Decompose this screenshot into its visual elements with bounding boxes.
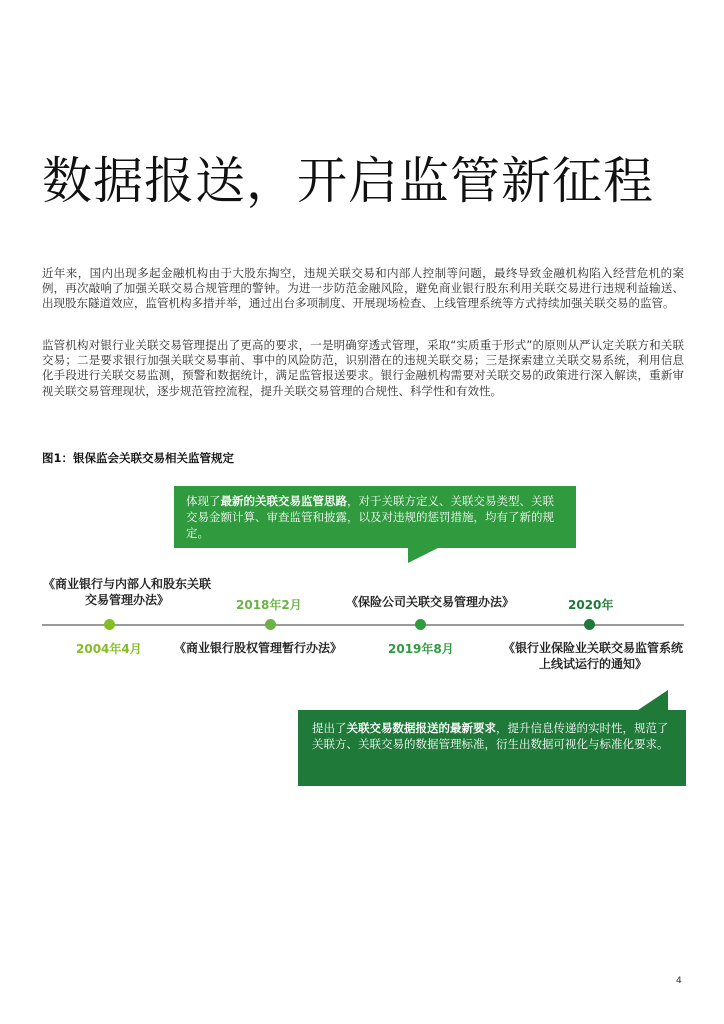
regulatory-paragraph: 监管机构对银行业关联交易管理提出了更高的要求，一是明确穿透式管理，采取“实质重于形式”的原则从严认定关联方和关联交易；二是要求银行加强关联交易事前、事中的风险防范，识别潜在的违规关联交易；三是探索建立关联交易系统，利用信息化手段进行关联交易监测，预警和数据统计，满足监管报送要求。银行金融机构需要对关联交易的政策进行深入解读，重新审视关联交易管理现状，逐步规范管控流程，提升关联交易管理的合规性、科学性和有效性。 xyxy=(42,338,684,398)
timeline-regulation-2004: 《商业银行与内部人和股东关联交易管理办法》 xyxy=(42,577,211,607)
timeline-regulation-2018: 《商业银行股权管理暂行办法》 xyxy=(174,641,343,655)
callout-2020-post: ，提升信息传递的实时性，规范了关联方、关联交易的数据管理标准，衍生出数据可视化与标准化要求。 xyxy=(312,721,669,751)
timeline-dot-2019 xyxy=(415,619,426,630)
callout-2018-post: ，对于关联方定义、关联交易类型、关联交易金额计算、审查监管和披露，以及对违规的惩罚措施，均有了新的规定。 xyxy=(186,494,554,540)
figure-title: 图1：银保监会关联交易相关监管规定 xyxy=(42,451,234,465)
callout-2018-highlight: 最新的关联交易监管思路 xyxy=(220,494,347,508)
callout-2020 xyxy=(298,710,686,786)
timeline-dot-2018 xyxy=(265,619,276,630)
intro-paragraph: 近年来，国内出现多起金融机构由于大股东掏空，违规关联交易和内部人控制等问题，最终导致金融机构陷入经营危机的案例，再次敲响了加强关联交易合规管理的警钟。为进一步防范金融风险，避免商业银行股东利用关联交易进行违规利益输送、出现股东隧道效应，监管机构多措并举，通过出台多项制度、开展现场检查、上线管理系统等方式持续加强关联交易的监管。 xyxy=(42,266,684,311)
callout-2018 xyxy=(174,486,576,548)
timeline-date-2020: 2020年 xyxy=(568,598,614,612)
callout-pointer xyxy=(408,548,438,563)
timeline-date-2019: 2019年8月 xyxy=(388,642,454,656)
timeline-date-2018: 2018年2月 xyxy=(236,598,302,612)
callout-pointer xyxy=(638,690,668,710)
page-number: 4 xyxy=(676,976,682,986)
callout-2020-highlight: 关联交易数据报送的最新要求 xyxy=(346,721,496,735)
callout-2020-pre: 提出了 xyxy=(312,721,347,735)
timeline-date-2004: 2004年4月 xyxy=(76,642,142,656)
timeline-regulation-2019: 《保险公司关联交易管理办法》 xyxy=(346,595,515,609)
timeline-regulation-2020: 《银行业保险业关联交易监管系统上线试运行的通知》 xyxy=(502,641,683,671)
callout-2018-pre: 体现了 xyxy=(186,494,221,508)
timeline-dot-2020 xyxy=(584,619,595,630)
page-title: 数据报送，开启监管新征程 xyxy=(42,152,654,210)
timeline-dot-2004 xyxy=(104,619,115,630)
